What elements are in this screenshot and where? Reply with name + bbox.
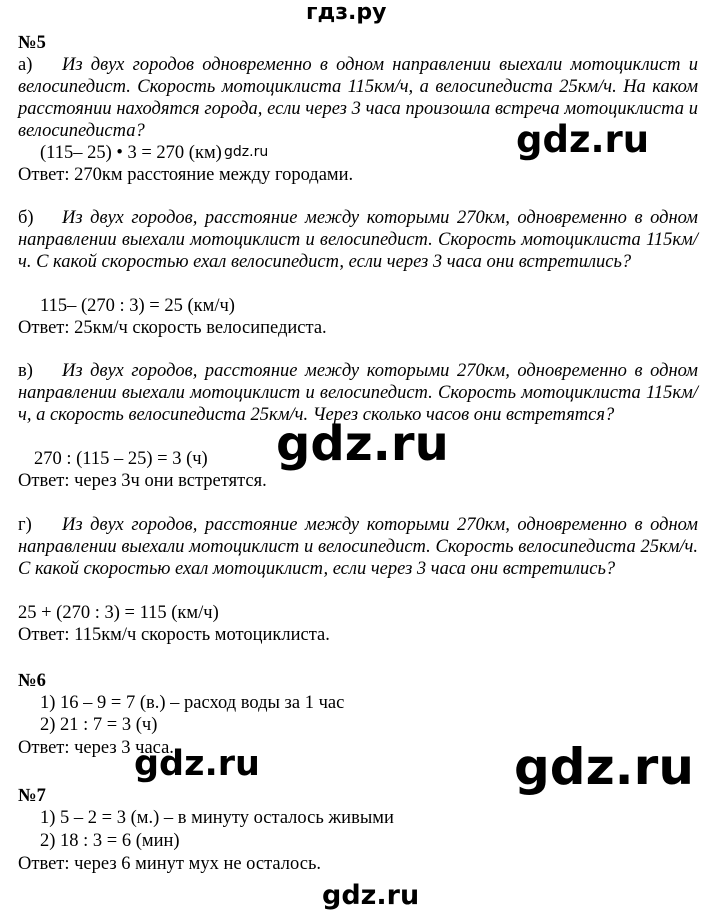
task-5g-answer: Ответ: 115км/ч скорость мотоциклиста.: [18, 625, 330, 645]
task-5b-statement: Из двух городов, расстояние между которыми 270км, одновременно в одном направлении выехали мотоциклист и велосипедист. Скорость мотоциклиста 115км/ч. С какой скоростью ехал велосипедист, если через 3 часа они встретились?: [18, 208, 698, 272]
task-5a-formula: (115– 25) • 3 = 270 (км): [40, 143, 222, 163]
task-7-step-1: 1) 5 – 2 = 3 (м.) – в минуту осталось живыми: [40, 808, 394, 828]
task-5v-answer: Ответ: через 3ч они встретятся.: [18, 471, 267, 491]
task-5a-label: а): [18, 55, 33, 75]
task-5g-statement: Из двух городов, расстояние между которыми 270км, одновременно в одном направлении выехали мотоциклист и велосипедист. Скорость велосипедиста 25км/ч. С какой скоростью ехал мотоциклист, если через 3 часа они встретились?: [18, 515, 698, 579]
task-5g-formula: 25 + (270 : 3) = 115 (км/ч): [18, 603, 219, 623]
watermark-right: gdz.ru: [514, 738, 694, 796]
task-5a-statement: Из двух городов одновременно в одном направлении выехали мотоциклист и велосипедист. Скорость мотоциклиста 115км/ч, а велосипедиста 25км/ч. На каком расстоянии находятся города, если через 3 часа произошла встреча мотоциклиста и велосипедиста?: [18, 55, 698, 141]
task-6-title: №6: [18, 671, 46, 691]
watermark-bottom: gdz.ru: [322, 880, 420, 911]
task-6-step-1: 1) 16 – 9 = 7 (в.) – расход воды за 1 час: [40, 693, 345, 713]
task-5a-answer: Ответ: 270км расстояние между городами.: [18, 165, 354, 185]
task-5b-label: б): [18, 208, 34, 228]
task-6-step-2: 2) 21 : 7 = 3 (ч): [40, 715, 158, 735]
watermark-top-right: gdz.ru: [516, 118, 650, 161]
task-5v-formula: 270 : (115 – 25) = 3 (ч): [34, 449, 208, 469]
task-5-title: №5: [18, 33, 46, 53]
task-7-step-2: 2) 18 : 3 = 6 (мин): [40, 831, 180, 851]
task-7-answer: Ответ: через 6 минут мух не осталось.: [18, 854, 322, 874]
watermark-center: gdz.ru: [276, 416, 449, 472]
task-5b-formula: 115– (270 : 3) = 25 (км/ч): [40, 296, 235, 316]
task-5b-answer: Ответ: 25км/ч скорость велосипедиста.: [18, 318, 327, 338]
task-5v-label: в): [18, 361, 33, 381]
watermark-left: gdz.ru: [134, 744, 260, 784]
task-5g-text: [18, 514, 698, 580]
task-5b-text: [18, 207, 698, 273]
task-7-title: №7: [18, 786, 46, 806]
task-5g-label: г): [18, 515, 32, 535]
task-5v-statement: Из двух городов, расстояние между которыми 270км, одновременно в одном направлении выехали мотоциклист и велосипедист. Скорость мотоциклиста 115км/ч, а скорость велосипедиста 25км/ч. Через сколько часов они встретятся?: [18, 361, 698, 425]
site-header: гдз.ру: [306, 0, 387, 25]
task-6-answer: Ответ: через 3 часа.: [18, 738, 174, 758]
watermark-top-small: gdz.ru: [224, 144, 269, 160]
